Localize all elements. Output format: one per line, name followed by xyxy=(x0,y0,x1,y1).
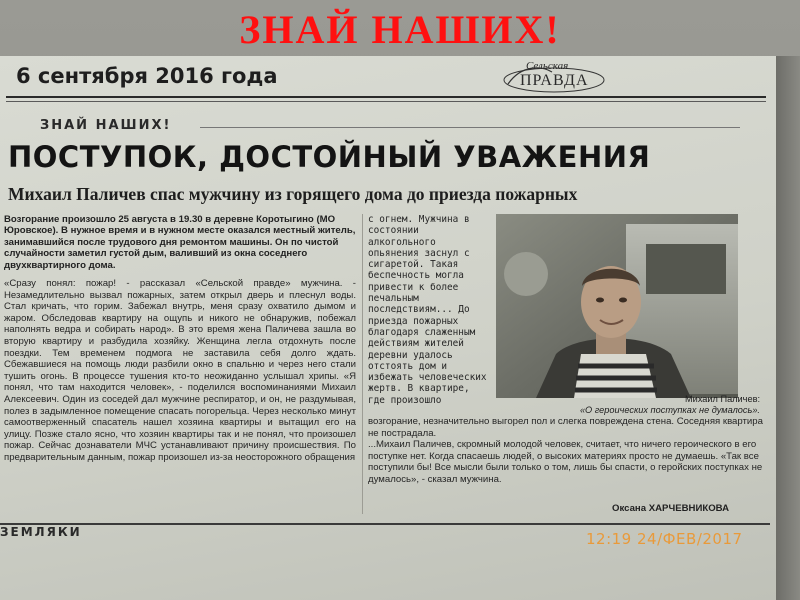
article-lead: Возгорание произошло 25 августа в 19.30 в деревне Коротыгино (МО Юровское). В нужное время и в нужном месте оказался местный житель, занимавшийся после трудового дня ремонтом машины. Он по чистой случайности заметил густой дым, валивший из окна соседнего двухквартирного дома. xyxy=(4,214,356,271)
header-rule xyxy=(6,96,766,98)
article-body-middle-column: с огнем. Мужчина в состоянии алкогольного опьянения заснул с сигаретой. Такая беспечность могла привести к более печальным последствиям... До приезда пожарных благодаря слаженным действиям жителей деревни удалось отстоять дом и избежать человеческих жертв. В квартире, где произошло xyxy=(368,214,487,406)
article-body-left-column: «Сразу понял: пожар! - рассказал «Сельской правде» мужчина. - Незамедлительно вызвал пожарных, затем открыл дверь и плеснул воды. Стал кричать, что горим. Забежал внутрь, меня сразу охватило дымом и жаром. Обследовав квартиру на ощупь и никого не обнаружив, побежал наполнять ведра и собирать народ». В это время жена Паличева зашла во вторую квартиру и разбудила хозяйку. Женщина легла отдохнуть после поездки. Тем временем подмога не заставила себя долго ждать. Сбежавшиеся на помощь люди разбили окно в спальню и через него стали тушить огонь. В процессе тушения кто-то неожиданно услышал хрипы. «Я понял, что там находится человек», - поделился воспоминаниями Михаил Алексеевич. Один из соседей дал мужчине респиратор, и он, не раздумывая, полез в задымленное помещение спасать погорельца. Через несколько минут самоотверженный спасатель нашел хозяина квартиры и вытащил его на улицу. Позже стало ясно, что хозяин квартиры так и не понял, что произошел пожар. Сейчас дознаватели МЧС устанавливают причину происшествия. По предварительным данным, пожар произошел из-за неосторожного обращения xyxy=(4,278,356,463)
rubric-divider xyxy=(200,127,740,128)
article-body-bottom-paragraph-1: возгорание, незначительно выгорел пол и слегка повреждена стена. Соседняя квартира не пострадала. xyxy=(368,416,763,439)
article-author: Оксана ХАРЧЕВНИКОВА xyxy=(612,503,730,514)
photo-caption xyxy=(496,394,760,416)
newspaper-page xyxy=(0,56,776,600)
slide-title: ЗНАЙ НАШИХ! xyxy=(239,7,561,52)
masthead-word-big: ПРАВДА xyxy=(520,72,589,89)
article-photo xyxy=(496,214,738,398)
header-rule-thin xyxy=(6,101,766,102)
issue-date: 6 сентября 2016 года xyxy=(16,64,278,88)
article-subheadline: Михаил Паличев спас мужчину из горящего дома до приезда пожарных xyxy=(8,184,578,204)
article-body-bottom xyxy=(368,416,768,486)
article-headline: ПОСТУПОК, ДОСТОЙНЫЙ УВАЖЕНИЯ xyxy=(8,140,651,174)
photo-caption-quote: «О героических поступках не думалось». xyxy=(579,405,760,415)
portrait-photo-icon xyxy=(496,214,738,398)
paper-edge-shadow xyxy=(776,56,800,600)
newspaper-masthead xyxy=(502,60,606,92)
next-section-rule xyxy=(0,523,770,525)
next-section-rubric: ЗЕМЛЯКИ xyxy=(0,525,82,539)
column-divider xyxy=(362,214,363,514)
camera-date-stamp: 12:19 24/ФЕВ/2017 xyxy=(586,530,743,548)
masthead-word-small: Сельская xyxy=(526,60,569,72)
section-rubric: ЗНАЙ НАШИХ! xyxy=(40,118,172,133)
photo-caption-name: Михаил Паличев: xyxy=(685,394,760,404)
article-body-bottom-paragraph-2: ...Михаил Паличев, скромный молодой человек, считает, что ничего героического в его поступке нет. Когда спасаешь людей, о высоких материях просто не думаешь. «Так все поступили бы! Все мысли были только о том, лишь бы спасти, о геройских поступках не думалось», - сказал мужчина. xyxy=(368,439,763,485)
